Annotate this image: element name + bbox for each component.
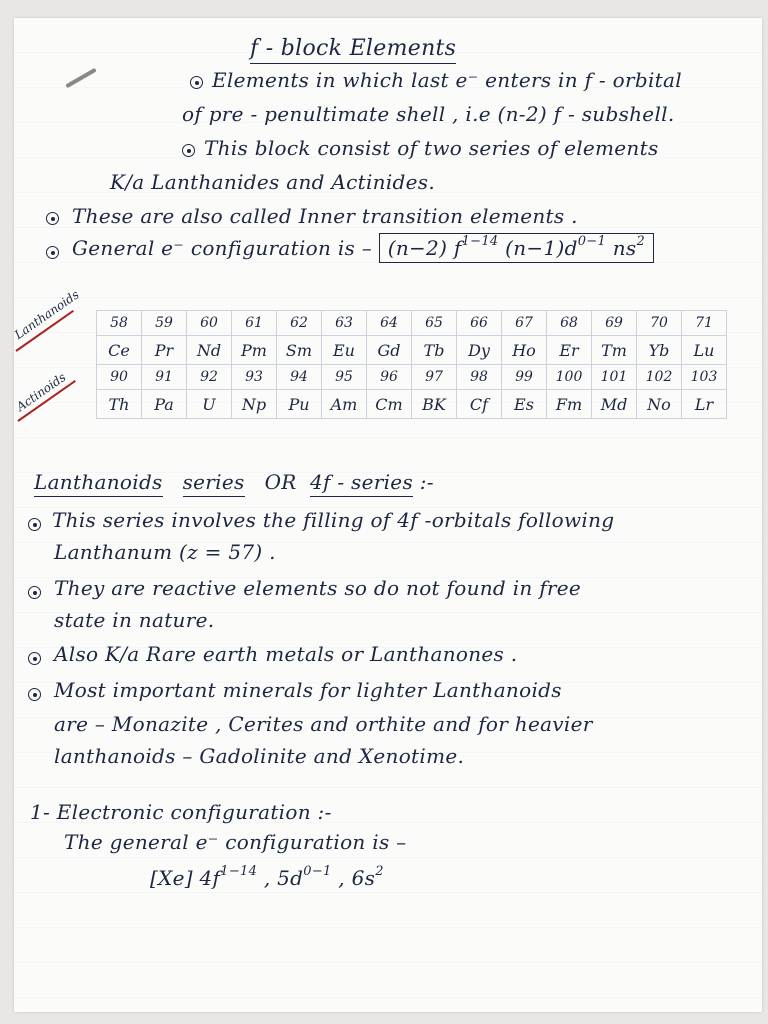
atomic-number-cell: 61	[232, 311, 277, 336]
element-symbol-cell: Er	[547, 336, 592, 365]
atomic-number-cell: 71	[682, 311, 727, 336]
element-symbol-cell: Pu	[277, 390, 322, 419]
atomic-number-cell: 63	[322, 311, 367, 336]
element-symbol-cell: Nd	[187, 336, 232, 365]
intro-line-3: This block consist of two series of elements	[204, 136, 659, 160]
atomic-number-cell: 60	[187, 311, 232, 336]
atomic-number-cell: 96	[367, 365, 412, 390]
minerals-line-1: Most important minerals for lighter Lanthanoids	[54, 678, 562, 702]
reactive-line-1: They are reactive elements so do not found in free	[54, 576, 582, 600]
bullet-icon	[46, 212, 59, 225]
intro-line-4: K/a Lanthanides and Actinides.	[110, 170, 436, 194]
element-symbol-cell: Eu	[322, 336, 367, 365]
actinoid-symbols-row	[97, 390, 727, 419]
bullet-icon	[46, 246, 59, 259]
atomic-number-cell: 58	[97, 311, 142, 336]
atomic-number-cell: 100	[547, 365, 592, 390]
bullet-icon	[28, 518, 41, 531]
element-symbol-cell: Th	[97, 390, 142, 419]
atomic-number-cell: 94	[277, 365, 322, 390]
intro-line-2: of pre - penultimate shell , i.e (n-2) f - subshell.	[182, 102, 675, 126]
element-symbol-cell: Lu	[682, 336, 727, 365]
actinoid-numbers-row	[97, 365, 727, 390]
general-config-line	[72, 234, 654, 260]
atomic-number-cell: 90	[97, 365, 142, 390]
lanthanoid-numbers-row	[97, 311, 727, 336]
actinoids-side-label: Actinoids	[13, 370, 69, 414]
bullet-icon	[28, 688, 41, 701]
atomic-number-cell: 101	[592, 365, 637, 390]
element-symbol-cell: Tm	[592, 336, 637, 365]
f-block-table	[96, 310, 727, 419]
element-symbol-cell: Ce	[97, 336, 142, 365]
element-symbol-cell: Sm	[277, 336, 322, 365]
element-symbol-cell: Tb	[412, 336, 457, 365]
general-config-formula: (n−2) $f^{1-14}$ $(n-1)d^{0-1}$ $ns^2$	[379, 233, 654, 263]
minerals-line-3: lanthanoids – Gadolinite and Xenotime.	[54, 744, 465, 768]
atomic-number-cell: 103	[682, 365, 727, 390]
general-config-label: General e⁻ configuration is –	[72, 236, 373, 260]
element-symbol-cell: Cf	[457, 390, 502, 419]
atomic-number-cell: 98	[457, 365, 502, 390]
notebook-page	[11, 18, 762, 1012]
bullet-icon	[28, 652, 41, 665]
page-title: f - block Elements	[250, 36, 456, 64]
bullet-icon	[190, 76, 203, 89]
element-symbol-cell: Cm	[367, 390, 412, 419]
lanthanoid-symbols-row	[97, 336, 727, 365]
element-symbol-cell: No	[637, 390, 682, 419]
pen-mark	[65, 68, 96, 88]
element-symbol-cell: Es	[502, 390, 547, 419]
bullet-icon	[28, 586, 41, 599]
atomic-number-cell: 92	[187, 365, 232, 390]
element-symbol-cell: Md	[592, 390, 637, 419]
element-symbol-cell: Fm	[547, 390, 592, 419]
electronic-config-heading: 1- Electronic configuration :-	[30, 800, 332, 824]
rare-earth-line: Also K/a Rare earth metals or Lanthanones .	[54, 642, 518, 666]
atomic-number-cell: 70	[637, 311, 682, 336]
intro-line-1: Elements in which last e⁻ enters in f - orbital	[212, 68, 682, 92]
series-line-1: This series involves the filling of 4f -orbitals following	[52, 508, 615, 532]
element-symbol-cell: Lr	[682, 390, 727, 419]
element-symbol-cell: Ho	[502, 336, 547, 365]
atomic-number-cell: 91	[142, 365, 187, 390]
reactive-line-2: state in nature.	[54, 608, 215, 632]
atomic-number-cell: 64	[367, 311, 412, 336]
electronic-config-formula: [Xe] $4f^{1-14}$ , $5d^{0-1}$ , $6s^2$	[150, 864, 384, 890]
atomic-number-cell: 102	[637, 365, 682, 390]
atomic-number-cell: 93	[232, 365, 277, 390]
section-heading: Lanthanoids series OR 4f - series :-	[34, 470, 434, 494]
element-symbol-cell: Dy	[457, 336, 502, 365]
atomic-number-cell: 69	[592, 311, 637, 336]
atomic-number-cell: 68	[547, 311, 592, 336]
inner-transition-line: These are also called Inner transition elements .	[72, 204, 578, 228]
atomic-number-cell: 62	[277, 311, 322, 336]
series-line-2: Lanthanum (z = 57) .	[54, 540, 276, 564]
element-symbol-cell: U	[187, 390, 232, 419]
element-symbol-cell: Am	[322, 390, 367, 419]
lanthanoids-side-label: Lanthanoids	[11, 287, 82, 342]
element-symbol-cell: BK	[412, 390, 457, 419]
element-symbol-cell: Np	[232, 390, 277, 419]
atomic-number-cell: 95	[322, 365, 367, 390]
bullet-icon	[182, 144, 195, 157]
atomic-number-cell: 97	[412, 365, 457, 390]
minerals-line-2: are – Monazite , Cerites and orthite and for heavier	[54, 712, 593, 736]
element-symbol-cell: Pa	[142, 390, 187, 419]
atomic-number-cell: 66	[457, 311, 502, 336]
electronic-config-line: The general e⁻ configuration is –	[64, 830, 407, 854]
element-symbol-cell: Pr	[142, 336, 187, 365]
atomic-number-cell: 59	[142, 311, 187, 336]
element-symbol-cell: Pm	[232, 336, 277, 365]
atomic-number-cell: 65	[412, 311, 457, 336]
element-symbol-cell: Yb	[637, 336, 682, 365]
atomic-number-cell: 99	[502, 365, 547, 390]
element-symbol-cell: Gd	[367, 336, 412, 365]
atomic-number-cell: 67	[502, 311, 547, 336]
